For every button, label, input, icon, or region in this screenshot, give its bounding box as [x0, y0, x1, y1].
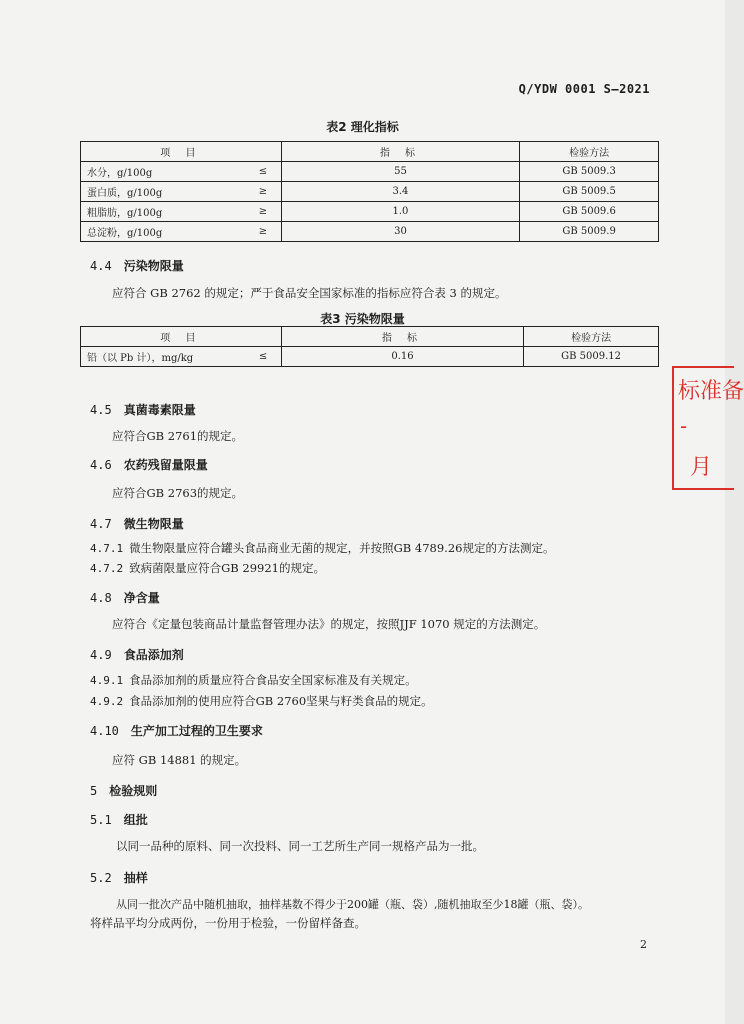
table3-header-value: 指 标 — [281, 327, 523, 347]
clause-number: 4.7.1 — [90, 542, 124, 555]
table3-item: 铅（以 Pb 计），mg/kg — [81, 347, 246, 367]
table2-value: 3.4 — [281, 182, 519, 202]
table2-header-method: 检验方法 — [520, 142, 659, 162]
section-title: 农药残留量限量 — [123, 458, 208, 472]
section-5-2-line1: 从同一批次产品中随机抽取，抽样基数不得少于200罐（瓶、袋）,随机抽取至少18罐（瓶、袋）。 — [116, 898, 589, 911]
section-title: 食品添加剂 — [123, 648, 184, 662]
section-5-2-heading — [90, 869, 148, 886]
section-number: 5.2 — [90, 871, 112, 885]
table2 — [80, 141, 659, 242]
section-title: 污染物限量 — [123, 259, 184, 273]
section-number: 4.9 — [90, 648, 112, 662]
section-4-6-text: 应符合GB 2763的规定。 — [112, 486, 244, 500]
page-number: 2 — [640, 938, 647, 951]
table2-symbol: ≥ — [245, 222, 281, 242]
table2-header-row — [81, 142, 659, 162]
table3-header-method: 检验方法 — [524, 327, 659, 347]
table2-item: 蛋白质，g/100g — [81, 182, 246, 202]
table3 — [80, 326, 659, 367]
table2-symbol: ≤ — [245, 162, 281, 182]
table2-method: GB 5009.3 — [520, 162, 659, 182]
table2-caption: 表2 理化指标 — [326, 120, 399, 134]
clause-text: 食品添加剂的质量应符合食品安全国家标准及有关规定。 — [129, 673, 417, 687]
section-5-2-line2: 将样品平均分成两份，一份用于检验，一份留样备查。 — [90, 916, 366, 930]
section-title: 生产加工过程的卫生要求 — [130, 724, 263, 738]
section-number: 4.10 — [90, 724, 119, 738]
section-4-7-1 — [90, 540, 554, 556]
section-5-1-heading — [90, 811, 148, 828]
section-number: 5.1 — [90, 813, 112, 827]
section-number: 4.8 — [90, 591, 112, 605]
section-4-8-text: 应符合《定量包装商品计量监督管理办法》的规定，按照JJF 1070 规定的方法测定。 — [112, 617, 546, 631]
section-number: 5 — [90, 784, 98, 798]
clause-number: 4.9.2 — [90, 695, 124, 708]
stamp-text-1: 标准备 — [678, 379, 744, 404]
section-title: 抽样 — [123, 871, 148, 885]
table3-method: GB 5009.12 — [524, 347, 659, 367]
section-4-10-text: 应符 GB 14881 的规定。 — [112, 753, 247, 767]
clause-text: 微生物限量应符合罐头食品商业无菌的规定，并按照GB 4789.26规定的方法测定。 — [129, 541, 555, 555]
table2-value: 1.0 — [281, 202, 519, 222]
table2-value: 30 — [281, 222, 519, 242]
stamp-text-2: - — [680, 414, 688, 438]
table-row — [81, 182, 659, 202]
stamp-text-3: 月 — [690, 455, 713, 480]
table2-header-value: 指 标 — [281, 142, 519, 162]
table2-method: GB 5009.5 — [520, 182, 659, 202]
table3-header-row — [81, 327, 659, 347]
table3-value: 0.16 — [281, 347, 523, 367]
table2-value: 55 — [281, 162, 519, 182]
table-row — [81, 347, 659, 367]
section-4-10-heading — [90, 722, 263, 739]
section-4-9-heading — [90, 646, 184, 663]
section-4-5-heading — [90, 401, 196, 418]
section-4-9-2 — [90, 693, 433, 709]
section-4-7-2 — [90, 560, 325, 576]
standard-number: Q/YDW 0001 S—2021 — [518, 82, 650, 96]
section-4-9-1 — [90, 672, 417, 688]
table-row — [81, 162, 659, 182]
table3-header-item: 项 目 — [81, 327, 282, 347]
table-row — [81, 222, 659, 242]
section-4-6-heading — [90, 456, 208, 473]
table2-item: 水分，g/100g — [81, 162, 246, 182]
clause-number: 4.9.1 — [90, 674, 124, 687]
table3-symbol: ≤ — [245, 347, 281, 367]
section-title: 组批 — [123, 813, 148, 827]
table3-caption: 表3 污染物限量 — [320, 312, 405, 326]
table2-item: 粗脂肪，g/100g — [81, 202, 246, 222]
table-row — [81, 202, 659, 222]
section-number: 4.4 — [90, 259, 112, 273]
section-title: 微生物限量 — [123, 517, 184, 531]
section-number: 4.6 — [90, 458, 112, 472]
section-4-4-text: 应符合 GB 2762 的规定；严于食品安全国家标准的指标应符合表 3 的规定。 — [112, 286, 507, 300]
table2-symbol: ≥ — [245, 182, 281, 202]
table2-item: 总淀粉，g/100g — [81, 222, 246, 242]
section-number: 4.5 — [90, 403, 112, 417]
clause-text: 食品添加剂的使用应符合GB 2760坚果与籽类食品的规定。 — [129, 694, 433, 708]
section-4-8-heading — [90, 589, 160, 606]
clause-text: 致病菌限量应符合GB 29921的规定。 — [129, 561, 325, 575]
filing-stamp — [672, 366, 744, 490]
table2-header-item: 项 目 — [81, 142, 282, 162]
table2-method: GB 5009.9 — [520, 222, 659, 242]
section-title: 净含量 — [123, 591, 160, 605]
section-5-1-text: 以同一品种的原料、同一次投料、同一工艺所生产同一规格产品为一批。 — [116, 839, 484, 853]
table2-method: GB 5009.6 — [520, 202, 659, 222]
section-5-heading — [90, 782, 157, 799]
section-4-7-heading — [90, 515, 184, 532]
table2-symbol: ≥ — [245, 202, 281, 222]
section-title: 检验规则 — [109, 784, 158, 798]
section-number: 4.7 — [90, 517, 112, 531]
section-4-5-text: 应符合GB 2761的规定。 — [112, 429, 244, 443]
section-4-4-heading — [90, 257, 184, 274]
section-title: 真菌毒素限量 — [123, 403, 196, 417]
clause-number: 4.7.2 — [90, 562, 124, 575]
